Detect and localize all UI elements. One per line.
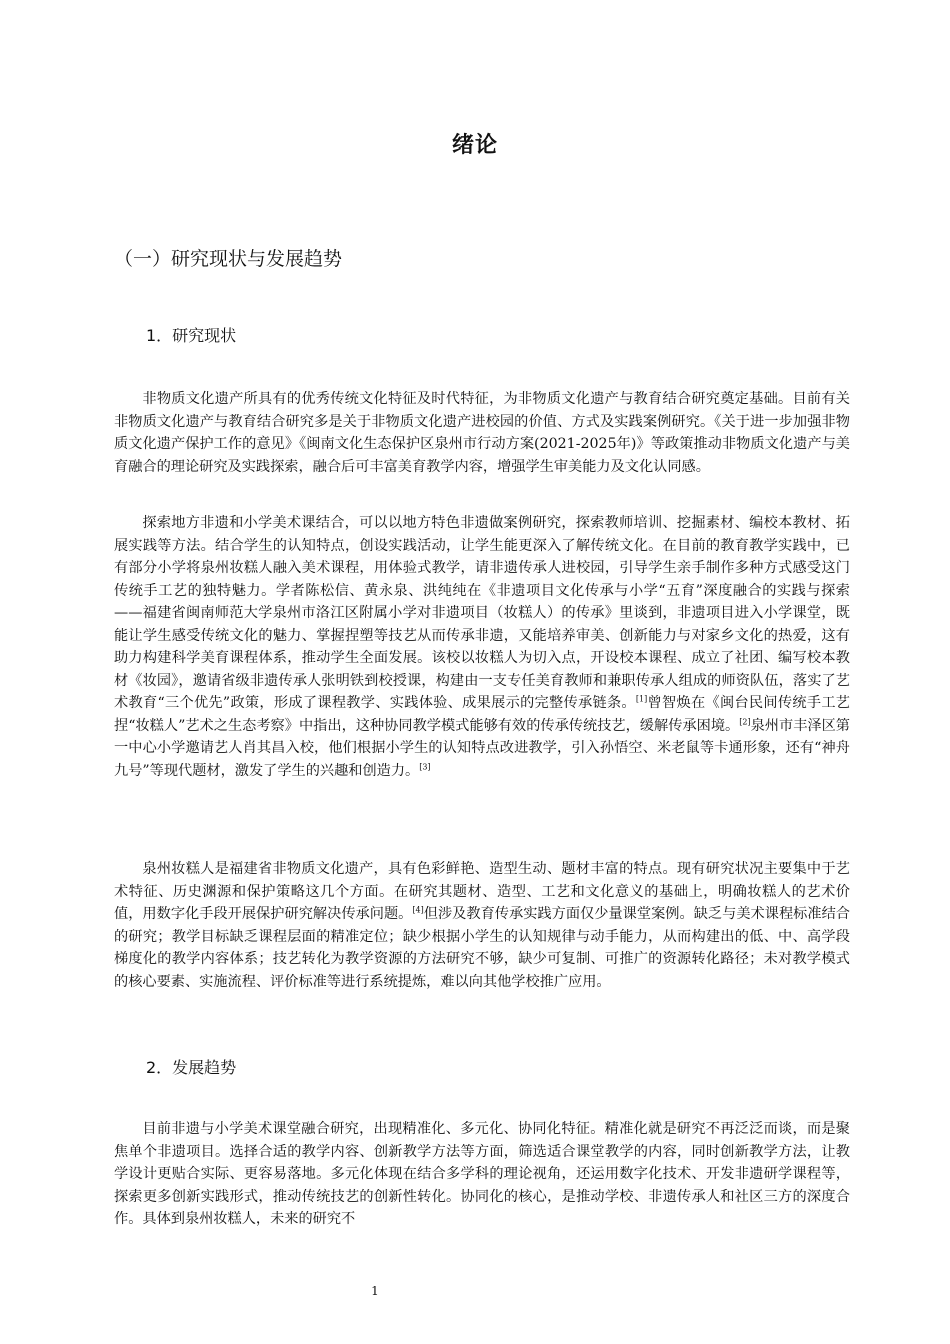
paragraph-2-text-c: 泉州市丰泽区第一中心小学邀请艺人肖其昌入校，他们根据小学生的认知特点改进教学，引入孙悟空、米老鼠等卡通形象，还有“神舟九号”等现代题材，激发了学生的兴趣和创造力。 <box>114 717 850 779</box>
paragraph-2-text-a: 探索地方非遗和小学美术课结合，可以以地方特色非遗做案例研究，探索教师培训、挖掘素材、编校本教材、拓展实践等方法。结合学生的认知特点，创设实践活动，让学生能更深入了解传统文化。在目前的教育教学实践中，已有部分小学将泉州妆糕人融入美术课程，用体验式教学，请非遗传承人进校园，引导学生亲手制作多种方式感受这门传统手工艺的独特魅力。学者陈松信、黄永泉、洪纯纯在《非遗项目文化传承与小学“五育”深度融合的实践与探索——福建省闽南师范大学泉州市洛江区附属小学对非遗项目（妆糕人）的传承》里谈到，非遗项目进入小学课堂，既能让学生感受传统文化的魅力、掌握捏塑等技艺从而传承非遗，又能培养审美、创新能力与对家乡文化的热爱，这有助力构建科学美育课程体系，推动学生全面发展。该校以妆糕人为切入点，开设校本课程、成立了社团、编写校本教材《妆园》，邀请省级非遗传承人张明铁到校授课，构建由一支专任美育教师和兼职传承人组成的师资队伍，落实了艺术教育“三个优先”政策，形成了课程教学、实践体验、成果展示的完整传承链条。 <box>114 515 850 711</box>
citation-2: [2] <box>739 716 751 726</box>
section-heading: （一）研究现状与发展趋势 <box>114 248 343 270</box>
citation-3: [3] <box>419 761 431 771</box>
citation-1: [1] <box>635 694 648 704</box>
subsection-heading-trends: 2．发展趋势 <box>146 1058 237 1077</box>
subsection-heading-status: 1．研究现状 <box>146 326 237 345</box>
paragraph-1: 非物质文化遗产所具有的优秀传统文化特征及时代特征，为非物质文化遗产与教育结合研究奠定基础。目前有关非物质文化遗产与教育结合研究多是关于非物质文化遗产进校园的价值、方式及实践案例研究。《关于进一步加强非物质文化遗产保护工作的意见》《闽南文化生态保护区泉州市行动方案(2021-2025年)》等政策推动非物质文化遗产与美育融合的理论研究及实践探索，融合后可丰富美育教学内容，增强学生审美能力及文化认同感。 <box>114 391 850 475</box>
paragraph-2 <box>114 512 850 782</box>
paragraph-3 <box>114 858 850 993</box>
page-title: 绪论 <box>451 133 498 158</box>
paragraph-3-text-a: 泉州妆糕人是福建省非物质文化遗产，具有色彩鲜艳、造型生动、题材丰富的特点。现有研究状况主要集中于艺术特征、历史渊源和保护策略这几个方面。在研究其题材、造型、工艺和文化意义的基础上，明确妆糕人的艺术价值，用数字化手段开展保护研究解决传承问题。 <box>114 861 850 922</box>
paragraph-3-text-b: 但涉及教育传承实践方面仅少量课堂案例。缺乏与美术课程标准结合的研究；教学目标缺乏课程层面的精准定位；缺少根据小学生的认知规律与动手能力，从而构建出的低、中、高学段梯度化的教学内容体系；技艺转化为教学资源的方法研究不够，缺少可复制、可推广的资源转化路径；未对教学模式的核心要素、实施流程、评价标准等进行系统提炼，难以向其他学校推广应用。 <box>114 906 850 990</box>
page-number: 1 <box>371 1284 379 1298</box>
citation-4: [4] <box>412 905 424 915</box>
paragraph-4: 目前非遗与小学美术课堂融合研究，出现精准化、多元化、协同化特征。精准化就是研究不再泛泛而谈，而是聚焦单个非遗项目。选择合适的教学内容、创新教学方法等方面，筛选适合课堂教学的内容，同时创新教学方法，让教学设计更贴合实际、更容易落地。多元化体现在结合多学科的理论视角，还运用数字化技术、开发非遗研学课程等，探索更多创新实践形式，推动传统技艺的创新性转化。协同化的核心，是推动学校、非遗传承人和社区三方的深度合作。具体到泉州妆糕人，未来的研究不 <box>114 1121 850 1227</box>
paragraph-2-text-b: 曾智焕在《闽台民间传统手工艺捏“妆糕人”艺术之生态考察》中指出，这种协同教学模式能够有效的传承传统技艺，缓解传承困境。 <box>114 695 850 734</box>
